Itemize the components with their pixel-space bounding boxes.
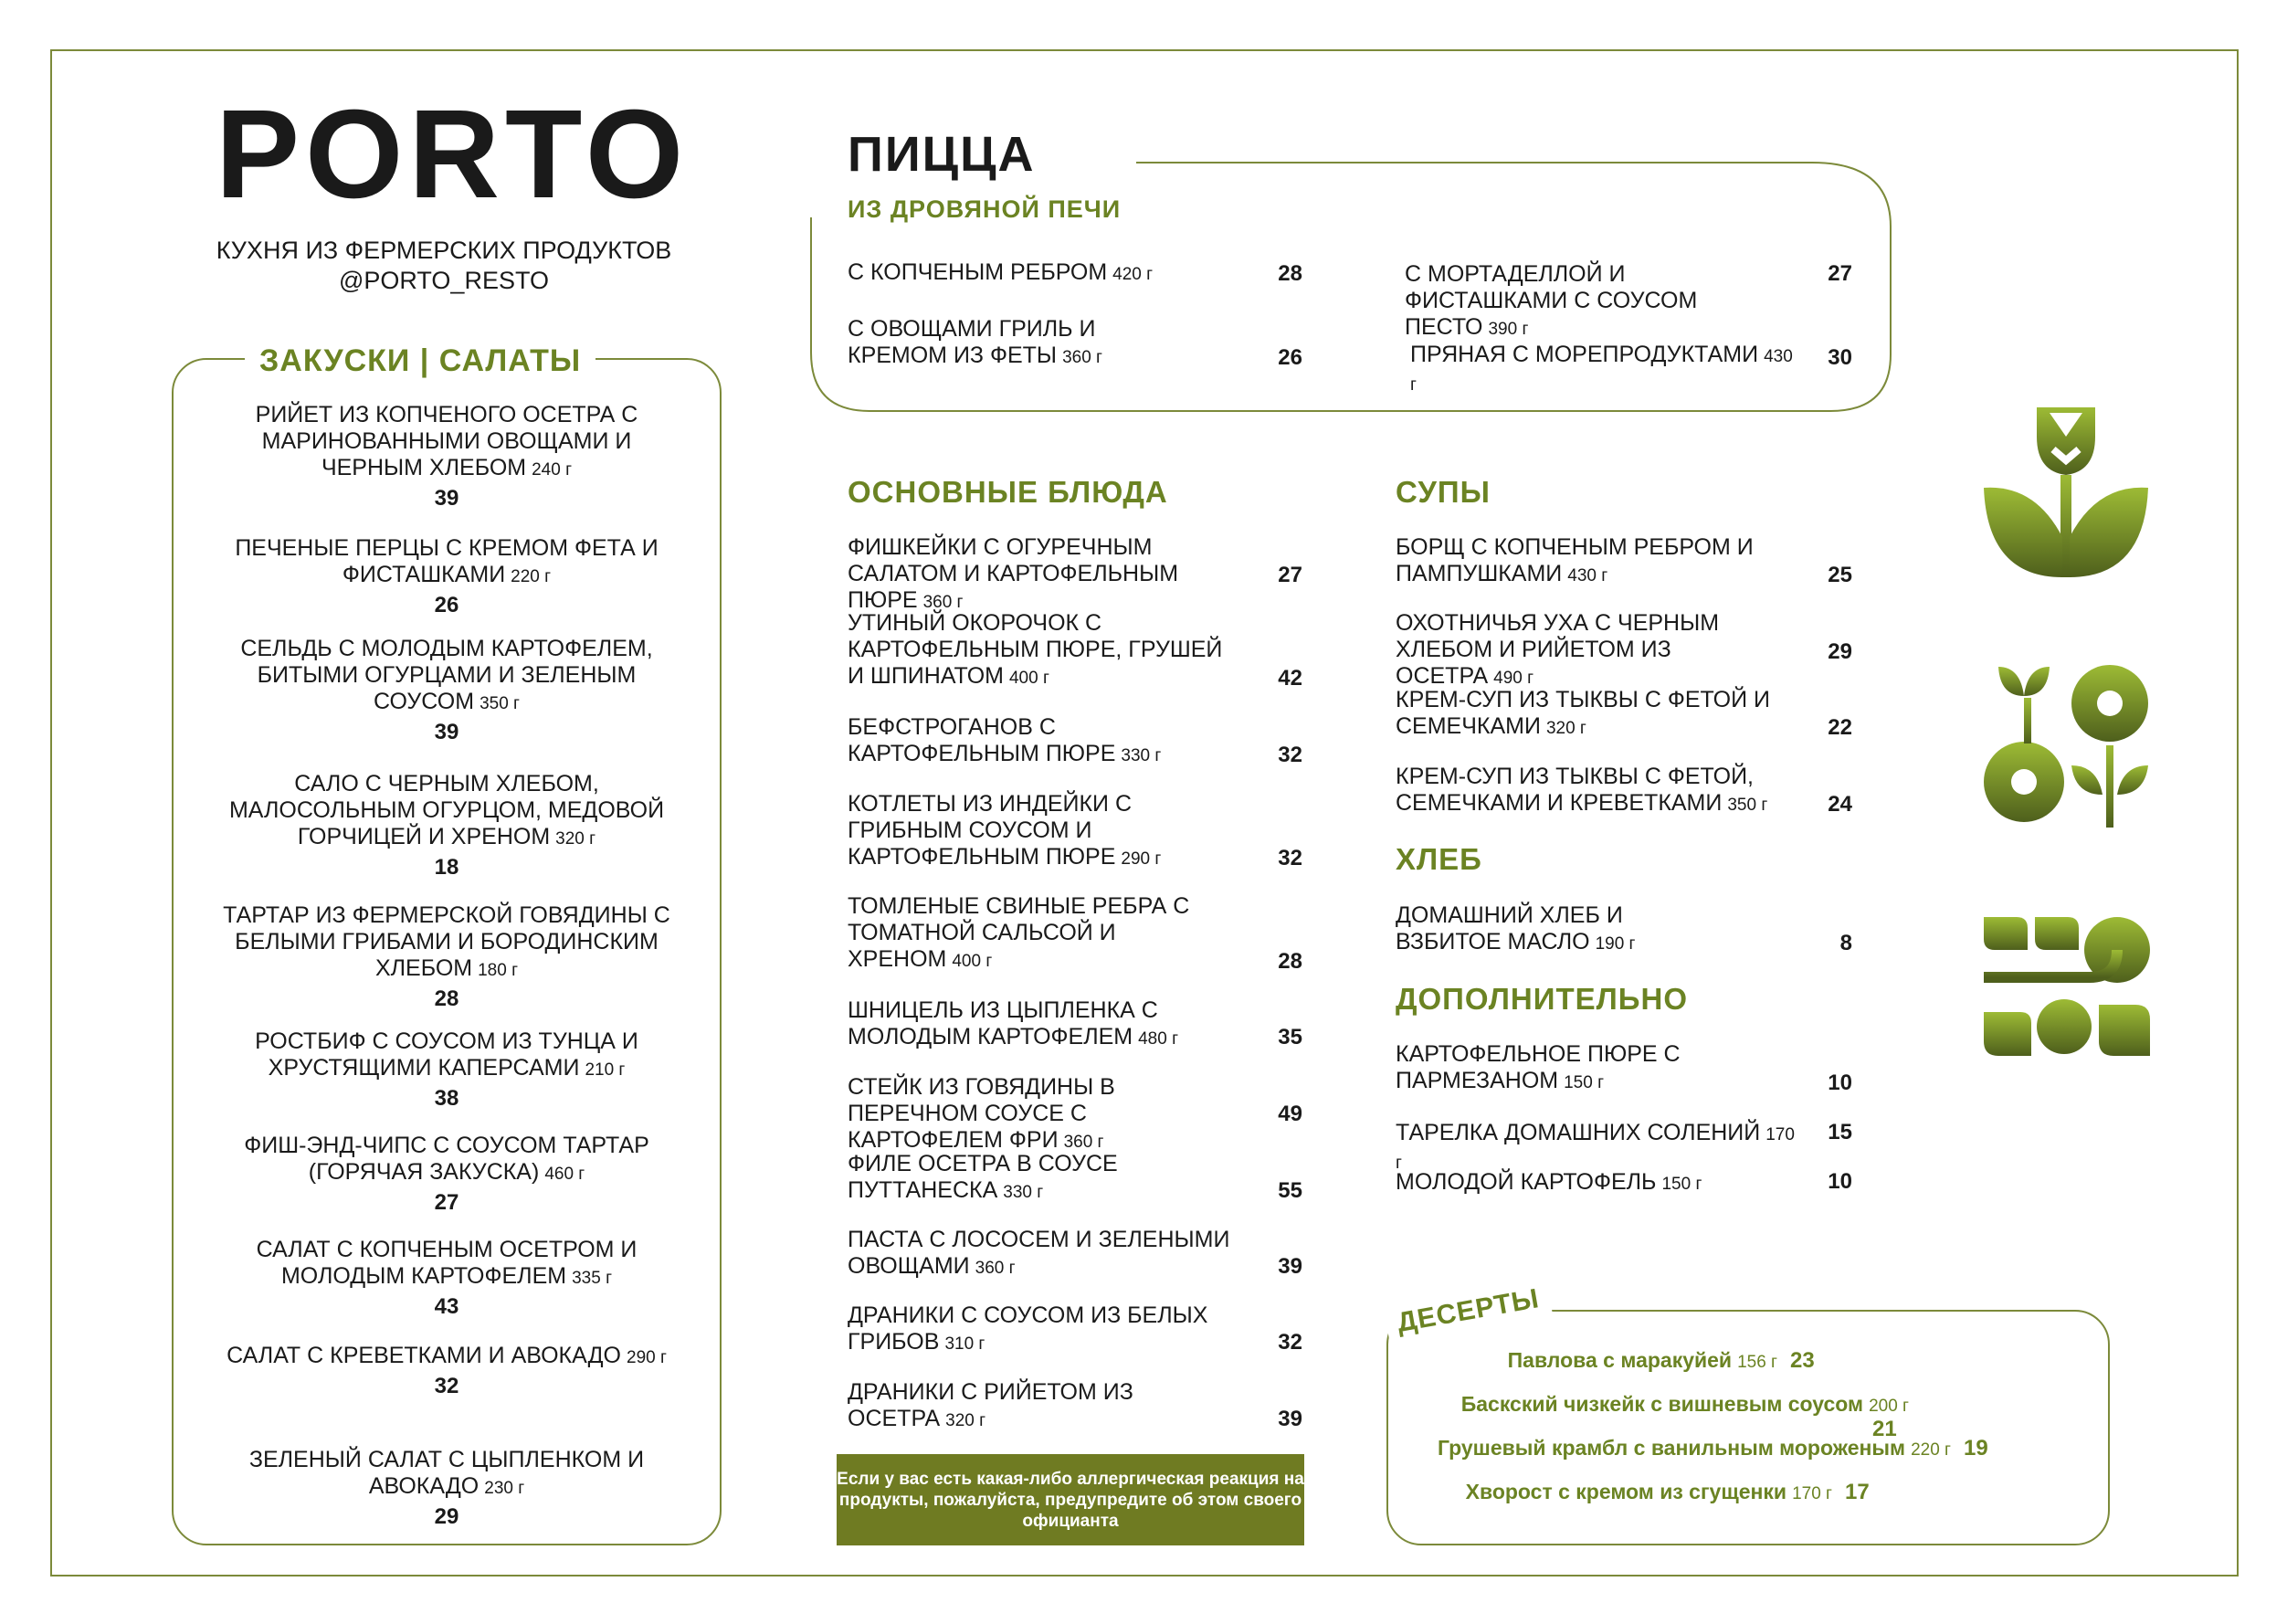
allergy-note: Если у вас есть какая-либо аллергическая реакция на продукты, пожалуйста, предупредите об этом своего официанта (837, 1454, 1304, 1545)
item-price: 10 (1828, 1070, 1852, 1095)
item-name: ТОМЛЕНЫЕ СВИНЫЕ РЕБРА С ТОМАТНОЙ САЛЬСОЙ И ХРЕНОМ (848, 893, 1190, 972)
item-price: 15 (1828, 1120, 1852, 1144)
dessert-weight: 170 г (1792, 1484, 1832, 1503)
dessert-name: Баскский чизкейк с вишневым соусом (1460, 1392, 1864, 1416)
item-price: 10 (1828, 1169, 1852, 1194)
zakuski-title: ЗАКУСКИ | САЛАТЫ (245, 343, 595, 379)
item-price: 25 (1828, 563, 1852, 587)
menu-item (1405, 261, 1788, 343)
item-weight: 420 г (1112, 265, 1154, 284)
item-weight: 350 г (1727, 796, 1768, 815)
item-name: БОРЩ С КОПЧЕНЫМ РЕБРОМ И ПАМПУШКАМИ (1396, 534, 1754, 586)
item-name: ФИЛЕ ОСЕТРА В СОУСЕ ПУТТАНЕСКА (848, 1151, 1118, 1203)
menu-item (1396, 610, 1797, 691)
tagline-line-2: @PORTO_RESTO (339, 267, 549, 294)
dessert-price: 19 (1964, 1436, 1988, 1461)
pizza-subtitle: ИЗ ДРОВЯНОЙ ПЕЧИ (848, 195, 1122, 223)
item-name: КОТЛЕТЫ ИЗ ИНДЕЙКИ С ГРИБНЫМ СОУСОМ И КАРТОФЕЛЬНЫМ ПЮРЕ (848, 791, 1133, 870)
dessert-name: Грушевый крамбл с ванильным мороженым (1437, 1436, 1906, 1460)
dessert-name: Хворост с кремом из сгущенки (1465, 1480, 1787, 1503)
item-price: 55 (1278, 1178, 1302, 1203)
item-weight: 150 г (1661, 1175, 1702, 1194)
menu-item (848, 1379, 1240, 1434)
menu-item (217, 1133, 676, 1216)
menu-item (848, 1074, 1240, 1155)
item-weight: 460 г (544, 1165, 585, 1184)
menu-item (217, 1343, 676, 1399)
item-weight: 330 г (1003, 1183, 1044, 1202)
item-name: БЕФСТРОГАНОВ С КАРТОФЕЛЬНЫМ ПЮРЕ (848, 714, 1116, 766)
item-weight: 360 г (975, 1259, 1016, 1278)
item-name: СЕЛЬДЬ С МОЛОДЫМ КАРТОФЕЛЕМ, БИТЫМИ ОГУРЦАМИ И ЗЕЛЕНЫМ СОУСОМ (240, 636, 653, 714)
item-price: 28 (434, 986, 459, 1011)
flowers-icon (1980, 658, 2154, 831)
dessert-price: 21 (1872, 1417, 1897, 1441)
menu-item (1396, 1120, 1797, 1176)
dessert-weight: 156 г (1737, 1353, 1777, 1372)
menu-item (848, 997, 1240, 1052)
item-price: 35 (1278, 1025, 1302, 1049)
menu-item (848, 791, 1240, 872)
item-price: 22 (1828, 715, 1852, 740)
item-weight: 320 г (945, 1411, 986, 1430)
item-weight: 390 г (1488, 320, 1529, 339)
item-name: КАРТОФЕЛЬНОЕ ПЮРЕ С ПАРМЕЗАНОМ (1396, 1041, 1681, 1093)
item-weight: 330 г (1121, 746, 1162, 765)
item-name: ТАРТАР ИЗ ФЕРМЕРСКОЙ ГОВЯДИНЫ С БЕЛЫМИ ГРИБАМИ И БОРОДИНСКИМ ХЛЕБОМ (223, 902, 670, 981)
item-name: ШНИЦЕЛЬ ИЗ ЦЫПЛЕНКА С МОЛОДЫМ КАРТОФЕЛЕМ (848, 997, 1158, 1049)
menu-item (848, 1151, 1240, 1206)
item-name: ДРАНИКИ С СОУСОМ ИЗ БЕЛЫХ ГРИБОВ (848, 1302, 1208, 1355)
tulip-icon (1980, 400, 2152, 579)
item-weight: 290 г (1121, 849, 1162, 869)
menu-item (848, 893, 1240, 975)
item-price: 28 (1278, 949, 1302, 974)
item-weight: 180 г (478, 961, 519, 980)
bread-title: ХЛЕБ (1396, 842, 1482, 876)
item-price: 39 (434, 720, 459, 744)
menu-item (1410, 342, 1803, 398)
dessert-name: Павлова с маракуйей (1507, 1348, 1733, 1372)
menu-item (848, 259, 1158, 288)
menu-item (848, 610, 1240, 691)
item-price: 39 (434, 486, 459, 511)
menu-item (848, 1227, 1240, 1281)
item-weight: 290 г (627, 1348, 667, 1367)
item-weight: 170 г (1396, 1125, 1795, 1173)
dessert-item (1466, 1480, 1881, 1505)
item-price: 26 (434, 593, 459, 617)
item-price: 39 (1278, 1407, 1302, 1431)
item-price: 38 (434, 1086, 459, 1111)
item-name: ПАСТА С ЛОСОСЕМ И ЗЕЛЕНЫМИ ОВОЩАМИ (848, 1227, 1230, 1279)
item-price: 8 (1839, 931, 1852, 955)
item-name: РОСТБИФ С СОУСОМ ИЗ ТУНЦА И ХРУСТЯЩИМИ КАПЕРСАМИ (255, 1028, 638, 1081)
item-name: ПРЯНАЯ С МОРЕПРОДУКТАМИ (1410, 342, 1759, 367)
item-weight: 480 г (1138, 1029, 1179, 1049)
dessert-item (1425, 1392, 1909, 1442)
pizza-title: ПИЦЦА (848, 127, 1036, 182)
dessert-price: 23 (1790, 1348, 1815, 1373)
item-price: 32 (1278, 743, 1302, 767)
item-name: МОЛОДОЙ КАРТОФЕЛЬ (1396, 1169, 1657, 1195)
item-price: 29 (434, 1504, 459, 1529)
item-price: 27 (1828, 261, 1852, 286)
item-price: 39 (1278, 1254, 1302, 1279)
item-name: ПЕЧЕНЫЕ ПЕРЦЫ С КРЕМОМ ФЕТА И ФИСТАШКАМИ (235, 535, 659, 587)
branch-icon (1980, 913, 2154, 1060)
menu-item (848, 534, 1240, 616)
item-name: ФИШКЕЙКИ С ОГУРЕЧНЫМ САЛАТОМ И КАРТОФЕЛЬНЫМ ПЮРЕ (848, 534, 1179, 613)
item-weight: 150 г (1564, 1073, 1605, 1092)
item-name: САЛАТ С КОПЧЕНЫМ ОСЕТРОМ И МОЛОДЫМ КАРТОФЕЛЕМ (256, 1237, 638, 1289)
item-weight: 335 г (572, 1269, 613, 1288)
item-weight: 360 г (1063, 1133, 1104, 1152)
menu-item (848, 1302, 1240, 1357)
item-name: ЗЕЛЕНЫЙ САЛАТ С ЦЫПЛЕНКОМ И АВОКАДО (248, 1447, 645, 1499)
dessert-list (1425, 1348, 2000, 1531)
item-name: С КОПЧЕНЫМ РЕБРОМ (848, 259, 1108, 285)
item-price: 27 (434, 1190, 459, 1215)
menu-item (217, 402, 676, 511)
item-price: 32 (1278, 846, 1302, 870)
item-price: 24 (1828, 792, 1852, 817)
item-price: 42 (1278, 666, 1302, 691)
item-weight: 220 г (511, 567, 552, 586)
item-name: КРЕМ-СУП ИЗ ТЫКВЫ С ФЕТОЙ И СЕМЕЧКАМИ (1396, 687, 1770, 739)
item-name: УТИНЫЙ ОКОРОЧОК С КАРТОФЕЛЬНЫМ ПЮРЕ, ГРУШЕЙ И ШПИНАТОМ (848, 610, 1223, 689)
menu-item (1396, 1169, 1797, 1197)
item-name: С МОРТАДЕЛЛОЙ И ФИСТАШКАМИ С СОУСОМ ПЕСТО (1405, 261, 1698, 340)
item-weight: 400 г (1008, 669, 1049, 688)
dessert-weight: 220 г (1911, 1440, 1951, 1460)
item-weight: 360 г (1062, 348, 1102, 367)
item-price: 27 (1278, 563, 1302, 587)
item-weight: 190 г (1595, 934, 1636, 954)
tagline (216, 236, 672, 296)
menu-item (217, 1237, 676, 1320)
desserts-title: ДЕСЕРТЫ (1384, 1278, 1554, 1345)
item-weight: 430 г (1567, 566, 1608, 585)
item-name: САЛАТ С КРЕВЕТКАМИ И АВОКАДО (227, 1343, 621, 1368)
item-name: РИЙЕТ ИЗ КОПЧЕНОГО ОСЕТРА С МАРИНОВАННЫМИ ОВОЩАМИ И ЧЕРНЫМ ХЛЕБОМ (255, 402, 638, 480)
item-name: СТЕЙК ИЗ ГОВЯДИНЫ В ПЕРЕЧНОМ СОУСЕ С КАРТОФЕЛЕМ ФРИ (848, 1074, 1115, 1153)
item-weight: 210 г (585, 1060, 626, 1080)
menu-item (1396, 534, 1797, 589)
dessert-item (1508, 1348, 1827, 1374)
item-weight: 430 г (1410, 347, 1793, 395)
item-name: ОХОТНИЧЬЯ УХА С ЧЕРНЫМ ХЛЕБОМ И РИЙЕТОМ ИЗ ОСЕТРА (1396, 610, 1720, 689)
item-weight: 320 г (555, 829, 596, 849)
item-weight: 230 г (484, 1479, 525, 1498)
item-price: 18 (434, 855, 459, 880)
menu-item (1396, 687, 1797, 742)
tagline-line-1: КУХНЯ ИЗ ФЕРМЕРСКИХ ПРОДУКТОВ (216, 237, 672, 264)
menu-item (848, 714, 1240, 769)
menu-item (1396, 902, 1670, 957)
menu-item (217, 771, 676, 881)
item-price: 32 (1278, 1330, 1302, 1355)
menu-item (217, 636, 676, 745)
item-price: 28 (1278, 261, 1302, 286)
item-name: КРЕМ-СУП ИЗ ТЫКВЫ С ФЕТОЙ, СЕМЕЧКАМИ И КРЕВЕТКАМИ (1396, 764, 1755, 816)
item-price: 30 (1828, 345, 1852, 370)
menu-item (1396, 764, 1797, 818)
item-weight: 360 г (922, 593, 964, 612)
item-name: ФИШ-ЭНД-ЧИПС С СОУСОМ ТАРТАР (ГОРЯЧАЯ ЗАКУСКА) (244, 1133, 649, 1185)
item-weight: 490 г (1493, 669, 1534, 688)
item-weight: 350 г (480, 694, 520, 713)
item-weight: 320 г (1545, 719, 1586, 738)
extra-title: ДОПОЛНИТЕЛЬНО (1396, 982, 1688, 1016)
item-weight: 400 г (952, 952, 993, 971)
item-name: САЛО С ЧЕРНЫМ ХЛЕБОМ, МАЛОСОЛЬНЫМ ОГУРЦОМ, МЕДОВОЙ ГОРЧИЦЕЙ И ХРЕНОМ (228, 771, 665, 849)
menu-item (217, 535, 676, 618)
brand-logo: PORTO (216, 84, 690, 225)
item-weight: 310 г (944, 1334, 985, 1354)
item-price: 32 (434, 1374, 459, 1398)
menu-item (1396, 1041, 1688, 1096)
item-weight: 240 г (532, 460, 573, 480)
item-price: 43 (434, 1294, 459, 1319)
main-title: ОСНОВНЫЕ БЛЮДА (848, 475, 1168, 509)
dessert-item (1438, 1436, 2000, 1461)
item-name: ДРАНИКИ С РИЙЕТОМ ИЗ ОСЕТРА (848, 1379, 1133, 1431)
menu-item (217, 1447, 676, 1530)
item-name: ДОМАШНИЙ ХЛЕБ И ВЗБИТОЕ МАСЛО (1396, 902, 1623, 954)
menu-item (217, 902, 676, 1012)
item-name: С ОВОЩАМИ ГРИЛЬ И КРЕМОМ ИЗ ФЕТЫ (848, 316, 1096, 368)
item-price: 29 (1828, 639, 1852, 664)
item-price: 49 (1278, 1102, 1302, 1126)
menu-item (848, 316, 1131, 371)
dessert-weight: 200 г (1869, 1397, 1909, 1416)
item-price: 26 (1278, 345, 1302, 370)
item-name: ТАРЕЛКА ДОМАШНИХ СОЛЕНИЙ (1396, 1120, 1761, 1145)
menu-item (217, 1028, 676, 1112)
soups-title: СУПЫ (1396, 475, 1491, 509)
dessert-price: 17 (1845, 1480, 1870, 1504)
